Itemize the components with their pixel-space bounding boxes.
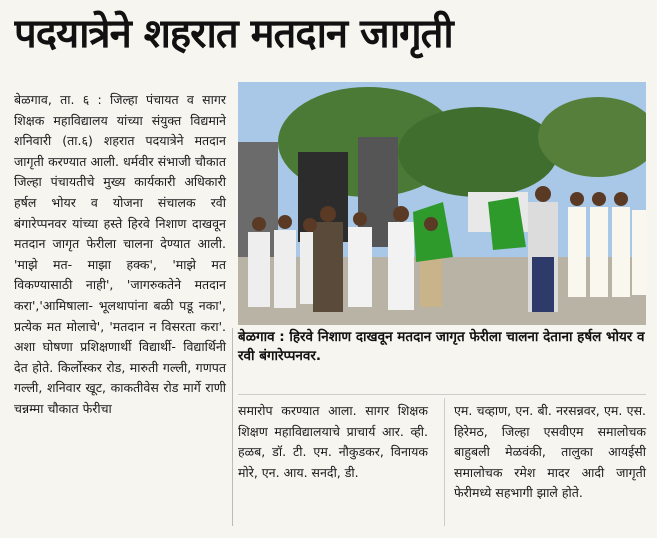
body-paragraph: बेळगाव, ता. ६ : जिल्हा पंचायत व सागर शिक्षक महाविद्यालय यांच्या संयुक्त विद्यमाने शनिवारी (ता.६) शहरात पदयात्रेने मतदान जागृती करण्यात आली. धर्मवीर संभाजी चौकात जिल्हा पंचायतीचे मुख्य कार्यकारी अधिकारी हर्षल भोयर व योजना संचालक रवी बंगारेप्पनवर यांच्या हस्ते हिरवे निशाण दाखवून मतदान जागृत फेरीला चालना देण्यात आली. 'माझे मत- माझा हक्क', 'माझे मत विकण्यासाठी नाही', 'जागरुकतेने मतदान करा','आमिषाला- भूलथापांना बळी पडू नका', प्रत्येक मत मोलाचे', 'मतदान न विसरता करा'. अशा घोषणा प्रशिक्षणार्थी विद्यार्थी- विद्यार्थिनी देत होते. किर्लोस्कर रोड, मारुती गल्ली, गणपत गल्ली, शनिवार खूट, काकतीवेस रोड मार्गे राणी चन्नम्मा चौकात फेरीचा [14, 92, 226, 416]
news-photo [238, 82, 646, 325]
headline: पदयात्रेने शहरात मतदान जागृती [14, 11, 453, 57]
body-paragraph: समारोप करण्यात आला. सागर शिक्षक शिक्षण महाविद्यालयाचे प्राचार्य आर. व्ही. हळब, डॉ. टी. एम. नौकुडकर, विनायक मोरे, एन. आय. सनदी, डी. [238, 403, 428, 480]
rally-photo-illustration [238, 82, 646, 325]
body-paragraph: एम. चव्हाण, एन. बी. नरसन्नवर, एम. एस. हिरेमठ, जिल्हा एसवीएम समालोचक बाहुबली मेळवंकी, तालुका आयईसी समालोचक रमेश मादर आदी जागृती फेरीमध्ये सहभागी झाले होते. [454, 403, 646, 501]
caption-divider [238, 394, 646, 395]
column-divider-right [444, 398, 445, 526]
article-body-left [14, 90, 226, 420]
photo-caption: बेळगाव : हिरवे निशाण दाखवून मतदान जागृत फेरीला चालना देताना हर्षल भोयर व रवी बंगारेप्पनवर. [238, 329, 645, 364]
article-body-right [454, 401, 646, 504]
column-divider [232, 328, 233, 526]
article-body-middle [238, 401, 428, 483]
